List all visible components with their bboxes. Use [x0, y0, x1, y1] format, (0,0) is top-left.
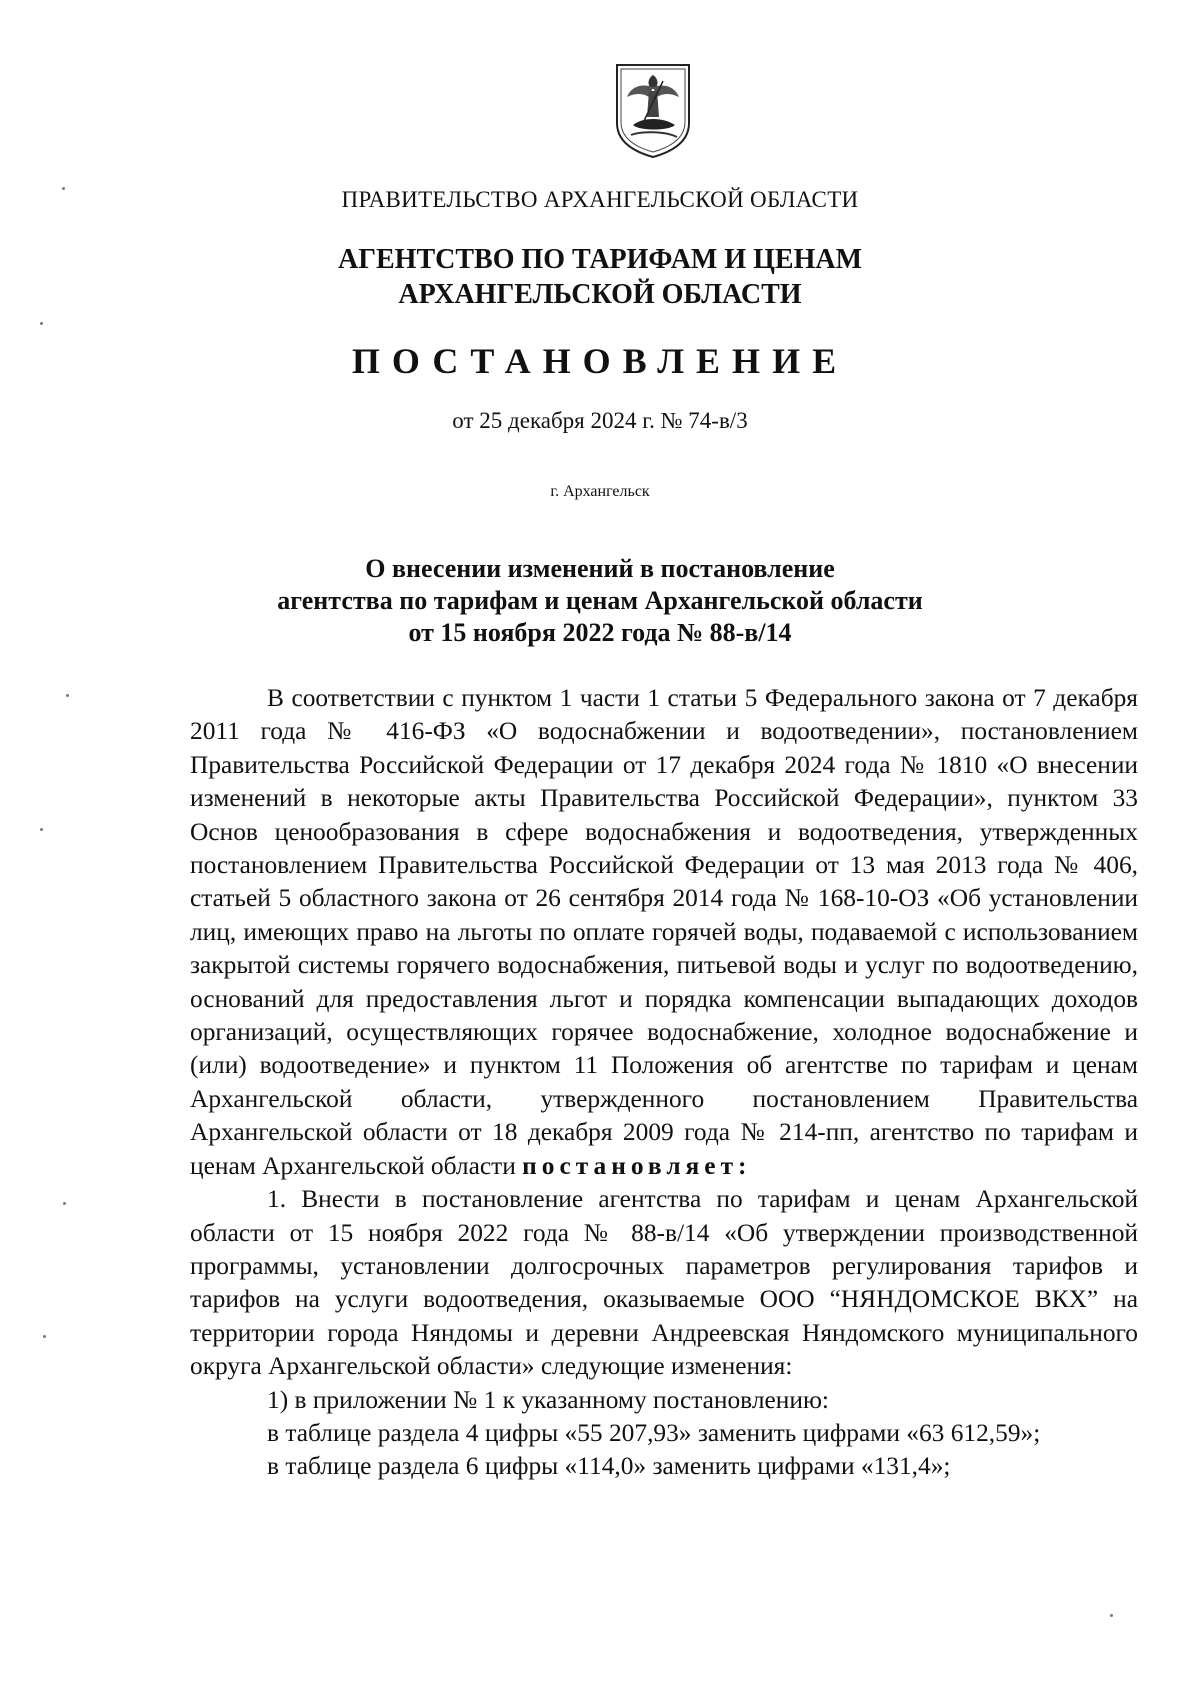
resolves-word: постановляет:	[522, 1151, 752, 1180]
document-type: ПОСТАНОВЛЕНИЕ	[351, 341, 849, 381]
scan-speck	[63, 1202, 66, 1205]
item-1-paragraph: 1. Внести в постановление агентства по тарифам и ценам Архангельской области от 15 ноября 2022 года № 88-в/14 «Об утверждении производственной программы, установлении долгосрочных параметров регулирования тарифов и тарифов на услуги водоотведения, оказываемые ООО “НЯНДОМСКОЕ ВКХ” на территории города Няндомы и деревни Андреевская Няндомского муниципального округа Архангельской области» следующие изменения:	[190, 1185, 1138, 1381]
title-line1: О внесении изменений в постановление	[365, 554, 835, 583]
scan-speck	[66, 694, 69, 697]
agency-name-line2: АРХАНГЕЛЬСКОЙ ОБЛАСТИ	[398, 279, 802, 310]
date-and-number: от 25 декабря 2024 г. № 74-в/3	[452, 408, 748, 433]
document-title	[0, 553, 1200, 649]
scan-speck	[1110, 1614, 1113, 1617]
title-line2: агентства по тарифам и ценам Архангельской области	[277, 586, 923, 615]
sub-item-1: 1) в приложении № 1 к указанному постановлению:	[267, 1385, 829, 1414]
document-body	[190, 682, 1138, 1484]
city: г. Архангельск	[550, 483, 650, 500]
title-line3: от 15 ноября 2022 года № 88-в/14	[408, 618, 792, 647]
scan-speck	[62, 187, 65, 190]
scan-speck	[40, 828, 43, 831]
preamble-text: В соответствии с пунктом 1 части 1 статьи 5 Федерального закона от 7 декабря 2011 года № 416-ФЗ «О водоснабжении и водоотведении», постановлением Правительства Российской Федерации от 17 декабря 2024 года № 1810 «О внесении изменений в некоторые акты Правительства Российской Федерации», пунктом 33 Основ ценообразования в сфере водоснабжения и водоотведения, утвержденных постановлением Правительства Российской Федерации от 13 мая 2013 года № 406, статьей 5 областного закона от 26 сентября 2014 года № 168-10-ОЗ «Об установлении лиц, имеющих право на льготы по оплате горячей воды, подаваемой с использованием закрытой системы горячего водоснабжения, питьевой воды и услуг по водоотведению, оснований для предоставления льгот и порядка компенсации выпадающих доходов организаций, осуществляющих горячее водоснабжение, холодное водоснабжение и (или) водоотведение» и пунктом 11 Положения об агентстве по тарифам и ценам Архангельской области, утвержденного постановлением Правительства Архангельской области от 18 декабря 2009 года № 214-пп, агентство по тарифам и ценам Архангельской области	[190, 684, 1138, 1180]
sub-item-1a: в таблице раздела 4 цифры «55 207,93» заменить цифрами «63 612,59»;	[267, 1418, 1041, 1447]
agency-name-line1: АГЕНТСТВО ПО ТАРИФАМ И ЦЕНАМ	[337, 244, 863, 275]
sub-item-1b: в таблице раздела 6 цифры «114,0» заменить цифрами «131,4»;	[267, 1452, 951, 1481]
scan-speck	[40, 322, 43, 325]
government-name: ПРАВИТЕЛЬСТВО АРХАНГЕЛЬСКОЙ ОБЛАСТИ	[341, 187, 859, 212]
agency-name	[0, 242, 1200, 312]
scan-speck	[43, 1335, 46, 1338]
coat-of-arms-emblem	[613, 61, 693, 159]
preamble-paragraph	[190, 682, 1138, 1183]
